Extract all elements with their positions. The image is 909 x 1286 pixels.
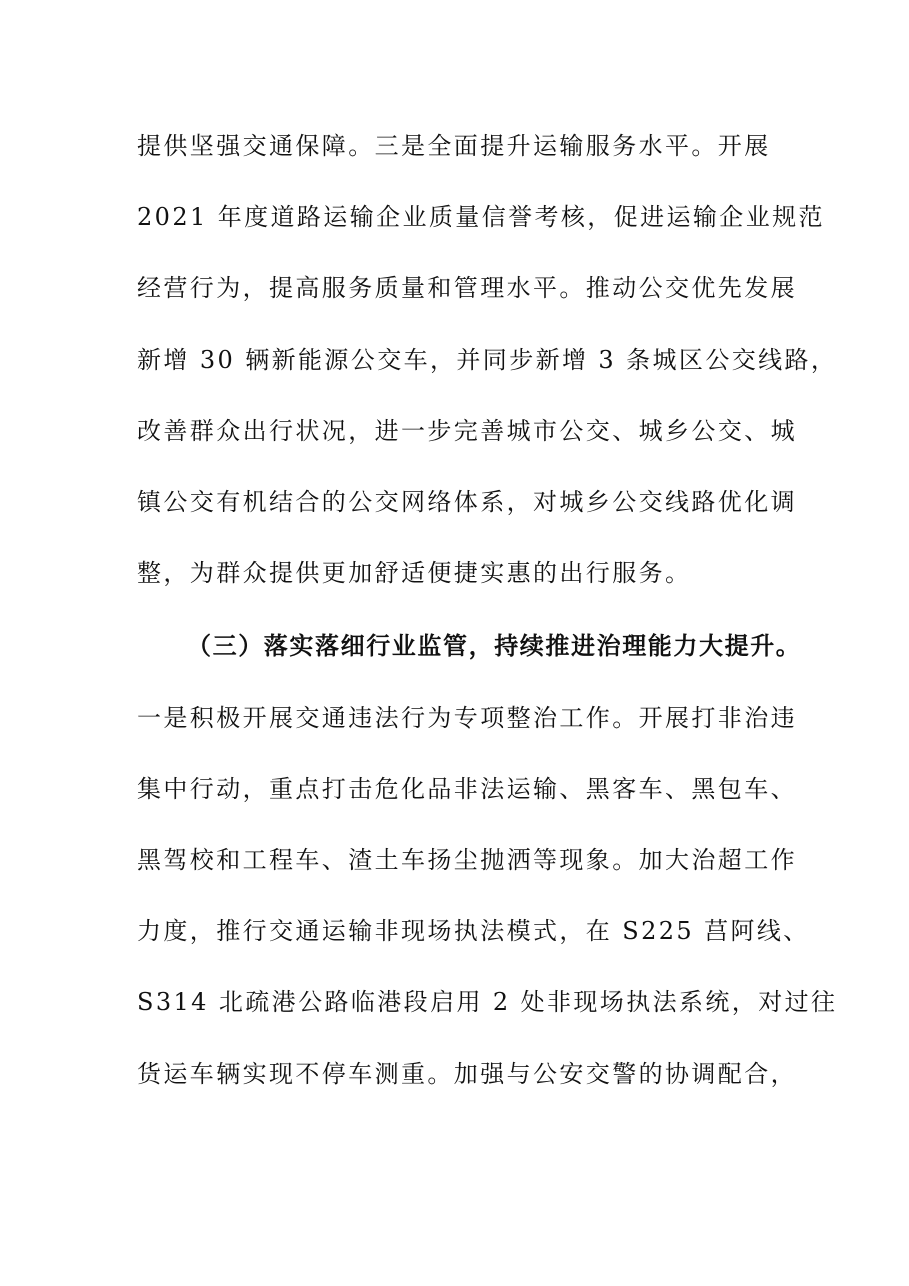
paragraph-line: 提供坚强交通保障。三是全面提升运输服务水平。开展 (137, 132, 771, 160)
paragraph-line: 集中行动，重点打击危化品非法运输、黑客车、黑包车、 (137, 775, 797, 803)
paragraph-line: 货运车辆实现不停车测重。加强与公安交警的协调配合， (137, 1060, 797, 1088)
paragraph-line: S314 北疏港公路临港段启用 2 处非现场执法系统，对过往 (137, 988, 838, 1016)
paragraph-line: 黑驾校和工程车、渣土车扬尘抛洒等现象。加大治超工作 (137, 846, 797, 874)
paragraph-line: 2021 年度道路运输企业质量信誉考核，促进运输企业规范 (137, 203, 825, 231)
paragraph-line: 镇公交有机结合的公交网络体系，对城乡公交线路优化调 (137, 488, 797, 516)
paragraph-line: 整，为群众提供更加舒适便捷实惠的出行服务。 (137, 559, 692, 587)
section-heading: （三）落实落细行业监管，持续推进治理能力大提升。 (187, 631, 802, 660)
paragraph-line: 一是积极开展交通违法行为专项整治工作。开展打非治违 (137, 704, 797, 732)
paragraph-line: 新增 30 辆新能源公交车，并同步新增 3 条城区公交线路， (137, 346, 838, 374)
paragraph-line: 力度，推行交通运输非现场执法模式，在 S225 莒阿线、 (137, 917, 810, 945)
paragraph-line: 改善群众出行状况，进一步完善城市公交、城乡公交、城 (137, 417, 797, 445)
paragraph-line: 经营行为，提高服务质量和管理水平。推动公交优先发展 (137, 274, 797, 302)
